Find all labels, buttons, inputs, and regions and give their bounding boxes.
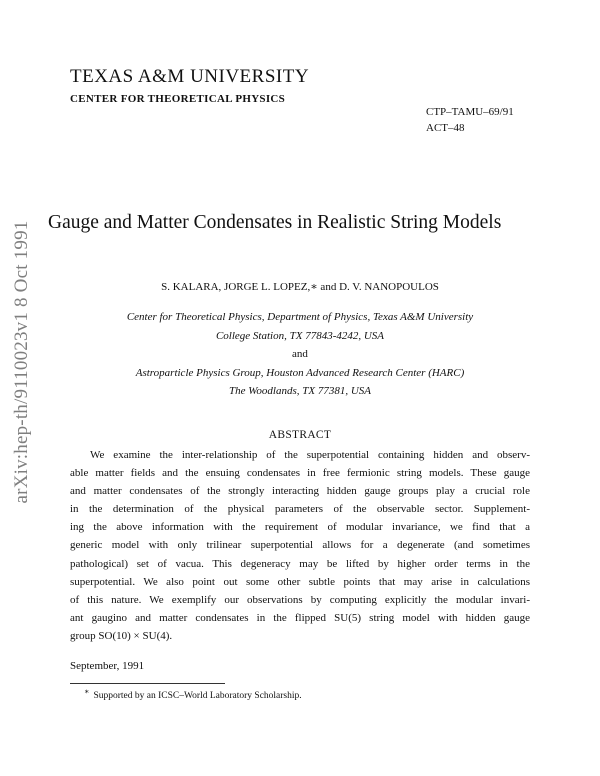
abstract-line: pathological) set of vacua. This degeneracy may be lifted by higher order terms in the — [70, 557, 530, 570]
abstract-line: and matter condensates of the strongly interacting hidden gauge groups play a crucial role — [70, 485, 530, 498]
footnote-rule — [70, 683, 225, 684]
university-name: TEXAS A&M UNIVERSITY — [70, 66, 310, 87]
abstract-line: ing the above information with the requirement of modular invariance, we find that a — [70, 521, 530, 534]
arxiv-id: arXiv:hep-th/9110023v1 8 Oct 1991 — [11, 220, 32, 504]
publication-date: September, 1991 — [70, 660, 145, 672]
affiliation-and: and — [292, 348, 308, 360]
abstract-line: in the determination of the physical parameters of the observable sector. Supplement- — [70, 503, 530, 516]
author-list: S. KALARA, JORGE L. LOPEZ,∗ and D. V. NANOPOULOS — [161, 281, 439, 293]
paper-title: Gauge and Matter Condensates in Realistic String Models — [48, 212, 502, 233]
report-numbers — [426, 104, 514, 136]
abstract-line: ant gaugino and matter condensates in the flipped SU(5) string model with hidden gauge — [70, 611, 530, 624]
affiliation-line: The Woodlands, TX 77381, USA — [229, 385, 371, 397]
report-number: ACT–48 — [426, 122, 465, 134]
affiliation-line: Center for Theoretical Physics, Department of Physics, Texas A&M University — [126, 311, 474, 323]
report-number: CTP–TAMU–69/91 — [426, 106, 514, 118]
affiliation-line: Astroparticle Physics Group, Houston Advanced Research Center (HARC) — [135, 367, 465, 379]
footnote-text: Supported by an ICSC–World Laboratory Scholarship. — [93, 691, 302, 702]
abstract-line: generic model with only trilinear superpotential allows for a degenerate (and sometimes — [70, 539, 530, 552]
abstract-line: of this nature. We exemplify our observations by computing explicitly the modular invari- — [70, 593, 530, 606]
center-name: CENTER FOR THEORETICAL PHYSICS — [70, 93, 286, 105]
abstract-line: superpotential. We also point out some other subtle points that may arise in calculations — [70, 575, 530, 588]
affiliation-line: College Station, TX 77843-4242, USA — [215, 330, 385, 342]
footnote — [84, 687, 302, 701]
abstract-body — [70, 446, 530, 645]
abstract-heading: ABSTRACT — [268, 429, 332, 441]
abstract-line: able matter fields and the ensuing condensates in free fermionic string models. These gauge — [70, 467, 530, 480]
footnote-mark: ∗ — [84, 687, 90, 696]
abstract-line: group SO(10) × SU(4). — [70, 629, 173, 642]
abstract-line: We examine the inter-relationship of the superpotential containing hidden and observ- — [90, 449, 530, 461]
